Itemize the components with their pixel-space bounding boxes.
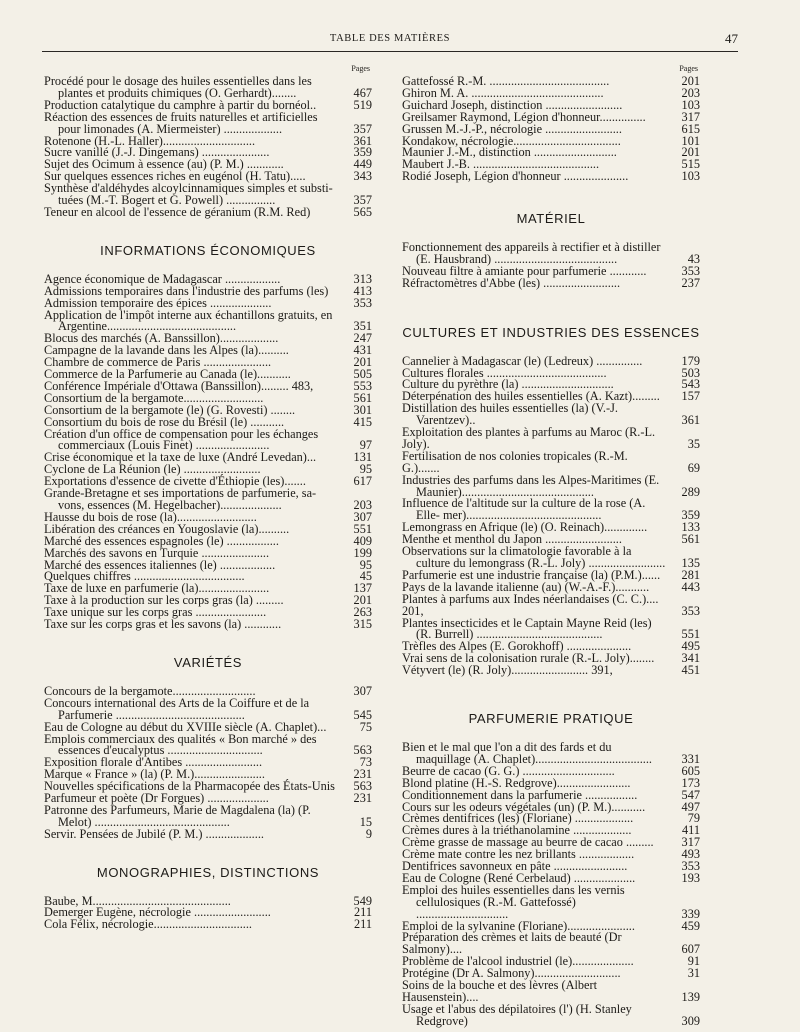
running-title: TABLE DES MATIÈRES <box>329 33 451 44</box>
entry-page: 173 <box>681 775 700 790</box>
entry-page: 131 <box>353 450 372 465</box>
entry-page: 135 <box>681 556 700 570</box>
entry-title: Parfumeur et poète (Dr Forgues) .................... <box>44 791 269 806</box>
entry-page: 617 <box>353 474 372 489</box>
entry-page: 343 <box>353 169 372 184</box>
entry-title: Réfractomètres d'Abbe (les) ......................... <box>402 275 621 290</box>
entry-title: Procédé pour le dosage des huiles essentielles dans les plantes et produits chimiques (O. Gerhardt)........ <box>44 74 312 100</box>
toc-entry <box>44 731 372 758</box>
header-rule <box>42 51 738 52</box>
toc-entry <box>402 591 700 618</box>
entry-title: Quelques chiffres .................................... <box>44 569 245 584</box>
entry-title: Baube, M............................................. <box>44 893 231 908</box>
toc-entry <box>402 615 700 642</box>
entry-page: 563 <box>353 779 372 794</box>
entry-page: 91 <box>687 954 700 969</box>
entry-page: 361 <box>353 133 372 148</box>
entry-page: 565 <box>353 204 372 219</box>
toc-entry <box>402 242 700 266</box>
entry-page: 237 <box>681 275 700 290</box>
entry-page: 547 <box>681 787 700 802</box>
entry-title: Nouveau filtre à amiante pour parfumerie ............ <box>402 263 647 278</box>
entry-title: Agence économique de Madagascar .................. <box>44 271 281 286</box>
entry-page: 411 <box>682 823 700 838</box>
entry-title: Trèfles des Alpes (E. Gorokhoff) ..................... <box>402 639 632 654</box>
entry-page: 519 <box>353 97 372 112</box>
entry-title: Cyclone de La Réunion (le) ......................... <box>44 462 261 477</box>
entry-title: Admissions temporaires dans l'industrie des parfums (les) <box>44 283 329 298</box>
entry-page: 443 <box>681 579 700 594</box>
toc-entry <box>402 980 700 1004</box>
entry-page: 179 <box>681 353 700 368</box>
entry-page: 201 <box>681 74 700 88</box>
entry-title: Menthe et menthol du Japon ......................... <box>402 532 622 547</box>
section-heading: PARFUMERIE PRATIQUE <box>468 711 634 727</box>
entry-page: 357 <box>353 193 372 208</box>
entry-title: Observations sur la climatologie favorable à la culture du lemongrass (R.-L. Joly) ......................... <box>402 544 666 570</box>
toc-entry <box>402 498 700 522</box>
entry-title: Crise économique et la taxe de luxe (André Levedan)... <box>44 450 317 465</box>
entry-title: Servir. Pensées de Jubilé (P. M.) ................... <box>44 826 264 841</box>
entry-page: 315 <box>353 617 372 632</box>
entry-page: 341 <box>681 651 700 666</box>
entry-title: Distillation des huiles essentielles (la) (V.-J. Varentzev).. <box>402 401 618 428</box>
entry-title: Beurre de cacao (G. G.) .............................. <box>402 763 615 778</box>
entry-title: Plantes à parfums aux Indes néerlandaises (C. C.).... 201, <box>402 591 659 618</box>
entry-page: 561 <box>353 390 372 405</box>
entry-title: Patronne des Parfumeurs, Marie de Magdalena (la) (P. Melot) ............................................ <box>44 802 311 829</box>
right-column <box>402 64 700 1028</box>
entry-title: Protégine (Dr A. Salmony)............................ <box>402 966 621 981</box>
entry-page: 137 <box>353 581 372 596</box>
entry-title: Maubert J.-B. ......................................... <box>402 157 600 172</box>
entry-page: 43 <box>687 251 700 266</box>
entry-page: 361 <box>681 413 700 428</box>
entry-page: 97 <box>359 438 372 453</box>
entry-page: 15 <box>359 814 372 829</box>
entry-page: 211 <box>354 917 372 932</box>
section-heading: INFORMATIONS ÉCONOMIQUES <box>100 242 316 258</box>
entry-page: 247 <box>353 331 372 346</box>
entry-title: Fertilisation de nos colonies tropicales (R.-M. G.)....... <box>402 448 628 475</box>
entry-title: Usage et l'abus des dépilatoires (l') (H. Stanley Redgrove) <box>402 1001 632 1028</box>
entry-page: 339 <box>681 906 700 921</box>
entry-page: 493 <box>681 847 700 862</box>
entry-title: Crèmes dures à la triéthanolamine ................... <box>402 823 632 838</box>
toc-entry <box>44 619 372 631</box>
entry-title: Dentifrices savonneux en pâte ........................ <box>402 859 628 874</box>
entry-title: Cultures florales ....................................... <box>402 365 607 380</box>
entry-page: 359 <box>681 508 700 523</box>
entry-title: Rodié Joseph, Légion d'honneur ..................... <box>402 169 629 184</box>
entry-page: 551 <box>353 521 372 536</box>
entry-title: Libération des créances en Yougoslavie (la).......... <box>44 521 290 536</box>
toc-entry <box>402 472 700 499</box>
toc-entry <box>402 448 700 475</box>
entry-page: 553 <box>353 378 372 393</box>
section-heading: CULTURES ET INDUSTRIES DES ESSENCES <box>402 324 700 340</box>
entry-page: 103 <box>681 97 700 112</box>
entry-page: 203 <box>353 498 372 512</box>
entry-title: Influence de l'altitude sur la culture de la rose (A. Elle- mer)............................................ <box>402 496 646 523</box>
entry-title: Ghiron M. A. ........................................... <box>402 85 604 100</box>
entry-page: 615 <box>681 121 700 136</box>
entry-title: Grussen M.-J.-P., nécrologie ......................... <box>402 121 622 136</box>
entry-title: Conférence Impériale d'Ottawa (Banssillon)......... 483, <box>44 378 314 393</box>
toc-entry <box>402 739 700 766</box>
entry-page: 73 <box>359 755 372 770</box>
section-heading: MONOGRAPHIES, DISTINCTIONS <box>96 864 320 880</box>
pages-column-label: Pages <box>679 64 698 73</box>
entry-title: Consortium du bois de rose du Brésil (le) ........... <box>44 414 285 429</box>
entry-title: Hausse du bois de rose (la).......................... <box>44 509 257 524</box>
entry-page: 193 <box>681 870 700 885</box>
entry-title: Guichard Joseph, distinction ......................... <box>402 97 623 112</box>
entry-title: Application de l'impôt interne aux échantillons gratuits, en Argentine.......................................... <box>44 307 333 334</box>
entry-title: Sujet des Ocimum à essence (au) (P. M.) ............ <box>44 157 284 172</box>
entry-page: 201 <box>681 145 700 160</box>
entry-page: 495 <box>681 639 700 654</box>
page-header <box>42 33 738 49</box>
page-number: 47 <box>725 31 738 46</box>
entry-title: Fonctionnement des appareils à rectifier et à distiller (E. Hausbrand) ........................................ <box>402 240 661 266</box>
entry-title: Taxe sur les corps gras et les savons (la) ............ <box>44 617 282 632</box>
entry-page: 543 <box>681 377 700 392</box>
entry-page: 353 <box>681 263 700 278</box>
entry-page: 551 <box>681 627 700 642</box>
entry-page: 449 <box>353 157 372 172</box>
entry-page: 95 <box>359 557 372 572</box>
entry-title: Taxe de luxe en parfumerie (la)....................... <box>44 581 270 596</box>
entry-page: 459 <box>681 918 700 933</box>
toc-entry <box>402 403 700 427</box>
entry-title: Préparation des crèmes et laits de beauté (Dr Salmony).... <box>402 930 622 957</box>
entry-page: 307 <box>353 683 372 698</box>
entry-page: 497 <box>681 799 700 814</box>
entry-title: Exportations d'essence de civette d'Éthiopie (les)....... <box>44 474 306 489</box>
entry-page: 353 <box>681 603 700 618</box>
entry-page: 605 <box>681 763 700 778</box>
section-heading: VARIÉTÉS <box>173 654 243 670</box>
entry-page: 203 <box>681 85 700 100</box>
toc-entry <box>44 488 372 512</box>
entry-title: Culture du pyrèthre (la) .............................. <box>402 377 614 392</box>
entry-title: Vrai sens de la colonisation rurale (R.-L. Joly)........ <box>402 651 655 666</box>
entry-title: Teneur en alcool de l'essence de géranium (R.M. Red) <box>44 204 311 219</box>
toc-entry <box>44 307 372 334</box>
entry-title: Sucre vanillé (J.-J. Dingemans) ...................... <box>44 145 270 160</box>
entry-page: 357 <box>353 121 372 136</box>
entry-page: 201 <box>353 593 372 608</box>
toc-entry <box>402 427 700 451</box>
entry-title: Marché des essences espagnoles (le) ................. <box>44 533 279 548</box>
entry-title: Sur quelques essences riches en eugénol (H. Tatu)..... <box>44 169 306 184</box>
entry-title: Soins de la bouche et des lèvres (Albert Hausenstein).... <box>402 978 597 1004</box>
entry-page: 607 <box>681 942 700 957</box>
entry-title: Gattefossé R.-M. ....................................... <box>402 74 610 88</box>
pages-column-label: Pages <box>351 64 370 73</box>
entry-page: 201 <box>353 355 372 370</box>
entry-page: 331 <box>681 751 700 766</box>
entry-title: Conditionnement dans la parfumerie ................. <box>402 787 638 802</box>
entry-title: Emplois commerciaux des qualités « Bon marché » des essences d'eucalyptus ............................... <box>44 731 317 758</box>
entry-title: Blocus des marchés (A. Banssillon)................... <box>44 331 279 346</box>
entry-page: 289 <box>681 484 700 499</box>
entry-title: Pays de la lavande italienne (au) (W.-A.-F.)........... <box>402 579 650 594</box>
entry-page: 133 <box>681 520 700 535</box>
toc-entry <box>44 919 372 931</box>
entry-title: Cannelier à Madagascar (le) (Ledreux) ............... <box>402 353 643 368</box>
entry-page: 359 <box>353 145 372 160</box>
entry-title: Réaction des essences de fruits naturelles et artificielles pour limonades (A. Miermeister) ................... <box>44 109 318 136</box>
entry-page: 561 <box>681 532 700 547</box>
entry-title: Lemongrass en Afrique (le) (O. Reinach).............. <box>402 520 648 535</box>
entry-title: Synthèse d'aldéhydes alcoylcinnamiques simples et substi- tuées (M.-T. Bogert et G. Powell) ................ <box>44 181 333 208</box>
entry-title: Emploi des huiles essentielles dans les vernis cellulosiques (R.-M. Gattefossé) .............................. <box>402 882 625 921</box>
entry-page: 101 <box>681 133 700 148</box>
entry-title: Maunier J.-M., distinction ........................... <box>402 145 617 160</box>
entry-page: 79 <box>687 811 700 826</box>
entry-title: Grande-Bretagne et ses importations de parfumerie, sa- vons, essences (M. Hegelbacher).................... <box>44 486 317 512</box>
entry-page: 351 <box>353 319 372 334</box>
entry-title: Création d'un office de compensation pour les échanges commerciaux (Louis Finet) ........................ <box>44 426 319 453</box>
entry-title: Commerce de la Parfumerie au Canada (le)........... <box>44 367 291 382</box>
entry-title: Bien et le mal que l'on a dit des fards et du maquillage (A. Chaplet)...................................... <box>402 739 652 766</box>
entry-page: 281 <box>681 567 700 582</box>
entry-title: Nouvelles spécifications de la Pharmacopée des États-Unis <box>44 779 335 794</box>
entry-page: 317 <box>681 109 700 124</box>
entry-page: 263 <box>353 605 372 620</box>
entry-title: Taxe à la production sur les corps gras (la) ......... <box>44 593 284 608</box>
entry-page: 69 <box>687 460 700 475</box>
entry-title: Crème grasse de massage au beurre de cacao ......... <box>402 835 654 850</box>
entry-page: 307 <box>353 509 372 524</box>
entry-page: 45 <box>359 569 372 584</box>
entry-page: 9 <box>365 826 372 841</box>
entry-page: 549 <box>353 893 372 908</box>
entry-page: 563 <box>353 743 372 758</box>
entry-page: 409 <box>353 533 372 548</box>
entry-title: Eau de Cologne (René Cerbelaud) .................... <box>402 870 636 885</box>
toc-entry <box>44 109 372 136</box>
entry-title: Industries des parfums dans les Alpes-Maritimes (E. Maunier)........................................... <box>402 472 660 499</box>
entry-title: Taxe unique sur les corps gras ....................... <box>44 605 267 620</box>
toc-entry <box>44 802 372 829</box>
entry-title: Vétyvert (le) (R. Joly)......................... 391, <box>402 663 613 678</box>
entry-page: 545 <box>353 707 372 722</box>
entry-title: Problème de l'alcool industriel (le).................... <box>402 954 634 969</box>
toc-entry <box>402 665 700 677</box>
entry-page: 301 <box>353 402 372 417</box>
entry-page: 31 <box>687 966 700 981</box>
entry-title: Marché des essences italiennes (le) .................. <box>44 557 276 572</box>
entry-page: 415 <box>353 414 372 429</box>
entry-page: 467 <box>353 85 372 100</box>
entry-title: Kondakow, nécrologie................................... <box>402 133 621 148</box>
entry-title: Rotenone (H.-L. Haller).............................. <box>44 133 256 148</box>
entry-page: 451 <box>681 663 700 678</box>
entry-title: Plantes insecticides et le Captain Mayne Reid (les) (R. Burrell) ......................................... <box>402 615 652 642</box>
entry-page: 35 <box>687 436 700 451</box>
entry-page: 353 <box>353 295 372 310</box>
toc-entry <box>402 882 700 921</box>
entry-page: 353 <box>681 859 700 874</box>
entry-title: Eau de Cologne au début du XVIIIe siècle (A. Chaplet)... <box>44 719 327 734</box>
entry-title: Crème mate contre les nez brillants .................. <box>402 847 635 862</box>
entry-page: 231 <box>353 791 372 806</box>
entry-page: 431 <box>353 343 372 358</box>
entry-title: Campagne de la lavande dans les Alpes (la).......... <box>44 343 289 358</box>
toc-entry <box>402 275 700 290</box>
entry-title: Chambre de commerce de Paris ...................... <box>44 355 272 370</box>
entry-page: 211 <box>354 905 372 920</box>
entry-title: Admission temporaire des épices .................... <box>44 295 272 310</box>
toc-entry <box>44 826 372 841</box>
entry-page: 515 <box>681 157 700 172</box>
entry-title: Emploi de la sylvanine (Floriane)...................... <box>402 918 635 933</box>
entry-title: Demerger Eugène, nécrologie ......................... <box>44 905 271 920</box>
toc-entry <box>44 204 372 219</box>
entry-page: 309 <box>681 1013 700 1028</box>
entry-page: 139 <box>681 990 700 1004</box>
entry-title: Marque « France » (la) (P. M.)....................... <box>44 767 265 782</box>
entry-title: Greilsamer Raymond, Légion d'honneur............... <box>402 109 646 124</box>
left-column <box>44 64 372 931</box>
entry-title: Parfumerie est une industrie française (la) (P.M.)...... <box>402 567 661 582</box>
entry-title: Blond platine (H.-S. Redgrove)........................ <box>402 775 631 790</box>
entry-title: Cola Félix, nécrologie................................ <box>44 917 252 932</box>
toc-entry <box>44 695 372 722</box>
entry-title: Concours de la bergamote........................... <box>44 683 256 698</box>
toc-entry <box>44 426 372 453</box>
toc-entry <box>402 1001 700 1028</box>
entry-title: Exposition florale d'Antibes ......................... <box>44 755 263 770</box>
toc-entry <box>44 183 372 207</box>
entry-title: Déterpénation des huiles essentielles (A. Kazt)......... <box>402 389 660 404</box>
section-heading: MATÉRIEL <box>516 211 586 227</box>
toc-entry <box>44 76 372 100</box>
entry-title: Concours international des Arts de la Coiffure et de la Parfumerie .......................................... <box>44 695 310 722</box>
entry-page: 505 <box>353 367 372 382</box>
entry-page: 199 <box>353 545 372 560</box>
entry-title: Consortium de la bergamote (le) (G. Rovesti) ........ <box>44 402 296 417</box>
entry-title: Cours sur les odeurs végétales (un) (P. M.)........... <box>402 799 646 814</box>
entry-title: Marchés des savons en Turquie ...................... <box>44 545 270 560</box>
entry-page: 95 <box>359 462 372 477</box>
entry-title: Crèmes dentifrices (les) (Floriane) ................... <box>402 811 634 826</box>
toc-entry <box>402 932 700 956</box>
toc-entry <box>402 546 700 570</box>
entry-page: 317 <box>681 835 700 850</box>
entry-page: 313 <box>353 271 372 286</box>
entry-page: 503 <box>681 365 700 380</box>
entry-page: 231 <box>353 767 372 782</box>
entry-page: 103 <box>681 169 700 184</box>
entry-page: 75 <box>359 719 372 734</box>
entry-page: 413 <box>353 283 372 298</box>
entry-title: Production catalytique du camphre à partir du bornéol.. <box>44 97 317 112</box>
entry-title: Consortium de la bergamote.......................... <box>44 390 264 405</box>
entry-page: 157 <box>681 389 700 404</box>
toc-entry <box>402 171 700 183</box>
entry-title: Exploitation des plantes à parfums au Maroc (R.-L. Joly). <box>402 425 656 451</box>
